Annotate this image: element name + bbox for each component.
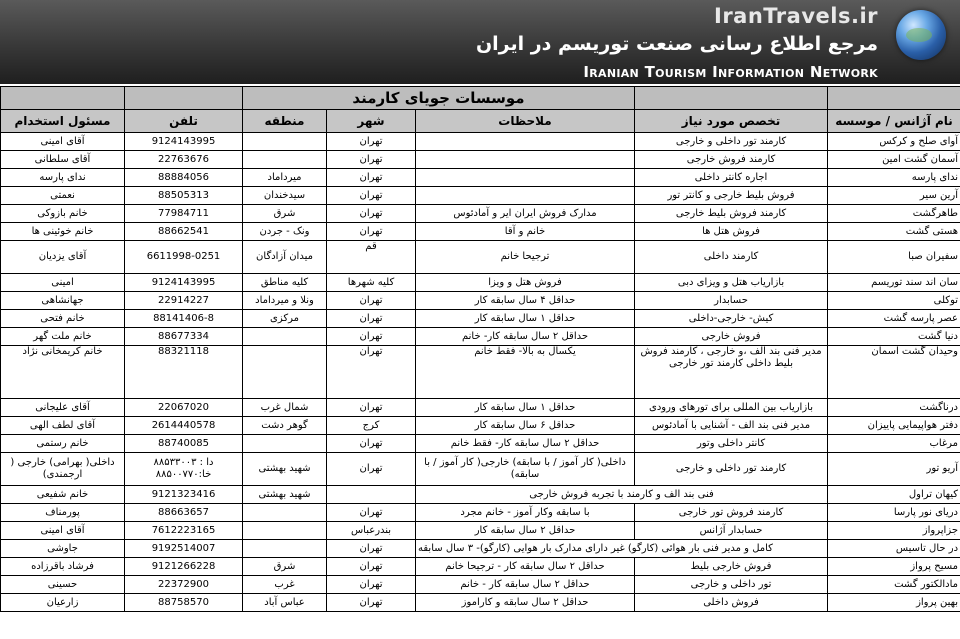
table-row [1, 328, 960, 346]
table-row [1, 223, 960, 241]
cell-resp: خانم رستمی [1, 435, 125, 453]
cell-city: کرج [327, 417, 416, 435]
cell-agency: توکلی [828, 292, 960, 310]
table-row [1, 292, 960, 310]
col-city: شهر [327, 110, 416, 133]
cell-phone: 88662541 [125, 223, 243, 241]
cell-agency: کیهان تراول [828, 486, 960, 504]
cell-phone: 22763676 [125, 151, 243, 169]
cell-phone: 88740085 [125, 435, 243, 453]
cell-resp: جهانشاهی [1, 292, 125, 310]
table-row [1, 558, 960, 576]
cell-city: تهران [327, 504, 416, 522]
cell-region: مرکزی [243, 310, 327, 328]
cell-region: شرق [243, 558, 327, 576]
cell-notes: خانم و آقا [416, 223, 635, 241]
cell-resp: پورمناف [1, 504, 125, 522]
table-title-row [1, 87, 960, 110]
site-name[interactable]: IranTravels.ir [714, 4, 878, 28]
cell-notes [416, 151, 635, 169]
table-row [1, 453, 960, 486]
col-region: منطقه [243, 110, 327, 133]
table-row [1, 241, 960, 274]
cell-resp: حسینی [1, 576, 125, 594]
cell-agency: طاهرگشت [828, 205, 960, 223]
cell-phone: 88505313 [125, 187, 243, 205]
cell-city: تهران [327, 594, 416, 612]
cell-agency: دفتر هواپیمایی پاییزان [828, 417, 960, 435]
col-spec: تخصص مورد نیاز [635, 110, 828, 133]
cell-city: تهران [327, 310, 416, 328]
cell-region: شرق [243, 205, 327, 223]
cell-region: گوهر دشت [243, 417, 327, 435]
cell-phone: 88758570 [125, 594, 243, 612]
cell-resp: امینی [1, 274, 125, 292]
cell-region [243, 435, 327, 453]
cell-spec: کانتر داخلی وتور [635, 435, 828, 453]
cell-agency: بهین پرواز [828, 594, 960, 612]
table-row [1, 540, 960, 558]
cell-spec: فنی بند الف و کارمند با تجربه فروش خارجی [416, 486, 828, 504]
cell-city: تهران [327, 328, 416, 346]
cell-region: شمال غرب [243, 399, 327, 417]
table-row [1, 187, 960, 205]
cell-resp: آقای علیجانی [1, 399, 125, 417]
cell-region [243, 522, 327, 540]
cell-agency: درناگشت [828, 399, 960, 417]
cell-notes: ترجیحا خانم [416, 241, 635, 274]
cell-region [243, 346, 327, 399]
cell-spec: اجاره کانتر داخلی [635, 169, 828, 187]
cell-phone: 88884056 [125, 169, 243, 187]
cell-notes: داخلی( کار آموز / با سابقه) خارجی( کار آموز / با سابقه) [416, 453, 635, 486]
cell-region [243, 133, 327, 151]
cell-agency: ندای پارسه [828, 169, 960, 187]
cell-notes: حداقل ۲ سال سابقه کار - ترجیحا خانم [416, 558, 635, 576]
cell-city: تهران [327, 133, 416, 151]
col-resp: مسئول استخدام [1, 110, 125, 133]
cell-region [243, 540, 327, 558]
cell-city [327, 486, 416, 504]
cell-resp: آقای سلطانی [1, 151, 125, 169]
cell-region [243, 328, 327, 346]
table-row [1, 417, 960, 435]
cell-agency: هستی گشت [828, 223, 960, 241]
site-persian-title: مرجع اطلاع رسانی صنعت توریسم در ایران [475, 33, 878, 55]
cell-notes: فروش هتل و ویزا [416, 274, 635, 292]
cell-city: تهران [327, 169, 416, 187]
cell-phone: 88321118 [125, 346, 243, 399]
cell-phone: 77984711 [125, 205, 243, 223]
cell-spec: حسابدار آژانس [635, 522, 828, 540]
cell-spec: مدیر فنی بند الف - آشنایی با آمادئوس [635, 417, 828, 435]
cell-spec: کیش- خارجی-داخلی [635, 310, 828, 328]
cell-resp: جاوشی [1, 540, 125, 558]
table-row [1, 486, 960, 504]
table-body [1, 133, 960, 612]
cell-resp: نعمتی [1, 187, 125, 205]
cell-region [243, 151, 327, 169]
cell-notes [416, 133, 635, 151]
cell-phone: 88141406-8 [125, 310, 243, 328]
cell-phone: 22914227 [125, 292, 243, 310]
cell-spec: فروش بلیط خارجی و کانتر تور [635, 187, 828, 205]
cell-resp: خانم خوئینی ها [1, 223, 125, 241]
cell-phone: 88663657 [125, 504, 243, 522]
table-row [1, 346, 960, 399]
cell-city: تهران [327, 558, 416, 576]
cell-agency: سان اند سند توریسم [828, 274, 960, 292]
cell-notes [416, 187, 635, 205]
cell-resp: فرشاد باقرزاده [1, 558, 125, 576]
cell-agency: مادالکتور گشت [828, 576, 960, 594]
cell-phone: 9121323416 [125, 486, 243, 504]
table-row [1, 169, 960, 187]
cell-notes: حداقل ۲ سال سابقه کار - خانم [416, 576, 635, 594]
cell-spec: کارمند فروش خارجی [635, 151, 828, 169]
cell-agency: عصر پارسه گشت [828, 310, 960, 328]
cell-notes: حداقل ۲ سال سابقه کار [416, 522, 635, 540]
cell-spec: حسابدار [635, 292, 828, 310]
table-row [1, 274, 960, 292]
cell-agency: سفیران صبا [828, 241, 960, 274]
cell-region: عباس آباد [243, 594, 327, 612]
col-agency: نام آژانس / موسسه [828, 110, 960, 133]
cell-spec: فروش خارجی [635, 328, 828, 346]
cell-agency: آریو تور [828, 453, 960, 486]
cell-region: شهید بهشتی [243, 453, 327, 486]
cell-agency: آسمان گشت امین [828, 151, 960, 169]
col-phone: تلفن [125, 110, 243, 133]
cell-phone: 22372900 [125, 576, 243, 594]
cell-notes: با سابقه وکار آموز - خانم مجرد [416, 504, 635, 522]
table-row [1, 504, 960, 522]
table-row [1, 205, 960, 223]
cell-phone: 9192514007 [125, 540, 243, 558]
cell-city: تهران [327, 151, 416, 169]
cell-notes: حداقل ۲ سال سابقه کار- خانم [416, 328, 635, 346]
cell-city: بندرعباس [327, 522, 416, 540]
cell-notes: مدارک فروش ایران ایر و آمادئوس [416, 205, 635, 223]
cell-resp: خانم بازوکی [1, 205, 125, 223]
cell-phone: 2614440578 [125, 417, 243, 435]
cell-resp: ندای پارسه [1, 169, 125, 187]
cell-city: تهران [327, 292, 416, 310]
globe-icon [896, 10, 946, 60]
table-row [1, 310, 960, 328]
table-row [1, 133, 960, 151]
cell-spec: کارمند فروش بلیط خارجی [635, 205, 828, 223]
cell-city: تهران [327, 399, 416, 417]
cell-resp: خانم فتحی [1, 310, 125, 328]
cell-spec: کارمند داخلی [635, 241, 828, 274]
cell-notes: یکسال به بالا- فقط خانم [416, 346, 635, 399]
cell-city: تهران [327, 576, 416, 594]
cell-spec: مدیر فنی بند الف ،و خارجی ، کارمند فروش بلیط داخلی کارمند تور خارجی [635, 346, 828, 399]
cell-region: غرب [243, 576, 327, 594]
cell-spec: فروش هتل ها [635, 223, 828, 241]
table-row [1, 594, 960, 612]
cell-region: میدان آزادگان [243, 241, 327, 274]
cell-spec: بازاریاب هتل و ویزای دبی [635, 274, 828, 292]
site-header [0, 0, 960, 84]
cell-agency: دریای نور پارسا [828, 504, 960, 522]
cell-resp: آقای یزدیان [1, 241, 125, 274]
cell-phone: 9121266228 [125, 558, 243, 576]
cell-agency: آرین سیر [828, 187, 960, 205]
cell-spec: فروش داخلی [635, 594, 828, 612]
table-row [1, 151, 960, 169]
cell-notes [416, 169, 635, 187]
col-notes: ملاحظات [416, 110, 635, 133]
table-row [1, 522, 960, 540]
cell-region: میرداماد [243, 169, 327, 187]
cell-region: ونک - جردن [243, 223, 327, 241]
cell-notes: حداقل ۲ سال سابقه و کاراموز [416, 594, 635, 612]
cell-agency: دنیا گشت [828, 328, 960, 346]
cell-phone: 9124143995 [125, 274, 243, 292]
cell-agency: جزاپرواز [828, 522, 960, 540]
cell-region: ونلا و میرداماد [243, 292, 327, 310]
cell-city: تهران [327, 205, 416, 223]
cell-notes: حداقل ۴ سال سابقه کار [416, 292, 635, 310]
cell-spec: کارمند فروش تور خارجی [635, 504, 828, 522]
table-header-row [1, 110, 960, 133]
cell-region: کلیه مناطق [243, 274, 327, 292]
cell-spec: بازاریاب بین المللی برای تورهای ورودی [635, 399, 828, 417]
cell-phone: 9124143995 [125, 133, 243, 151]
cell-city: تهران [327, 187, 416, 205]
cell-region [243, 504, 327, 522]
cell-agency: آوای صلح و کرکس [828, 133, 960, 151]
cell-phone: 22067020 [125, 399, 243, 417]
cell-phone: 7612223165 [125, 522, 243, 540]
table-row [1, 399, 960, 417]
cell-city: کلیه شهرها [327, 274, 416, 292]
cell-city: تهران [327, 435, 416, 453]
cell-agency: مسیح پرواز [828, 558, 960, 576]
cell-phone: دا : ۸۸۵۳۳۰۰۳ خا:۸۸۵۰۰۷۷۰ [125, 453, 243, 486]
cell-resp: آقای امینی [1, 133, 125, 151]
cell-agency: در حال تاسیس [828, 540, 960, 558]
cell-city: تهران [327, 453, 416, 486]
cell-agency: وحیدان گشت آسمان [828, 346, 960, 399]
cell-agency: مرغاب [828, 435, 960, 453]
cell-spec: تور داخلی و خارجی [635, 576, 828, 594]
cell-city: تهران [327, 346, 416, 399]
cell-city: تهران [327, 223, 416, 241]
cell-notes: حداقل ۶ سال سابقه کار [416, 417, 635, 435]
cell-notes: کامل و مدیر فنی بار هوائی (کارگو) غیر دارای مدارک بار هوایی (کارگو)- ۳ سال سابقه [416, 540, 828, 558]
cell-notes: حداقل ۱ سال سابقه کار [416, 310, 635, 328]
table-title: موسسات جویای کارمند [243, 87, 635, 110]
cell-resp: آقای لطف الهی [1, 417, 125, 435]
table-row [1, 576, 960, 594]
cell-notes: حداقل ۱ سال سابقه کار [416, 399, 635, 417]
site-english-title: Iranian Tourism Information Network [583, 63, 878, 81]
cell-notes: حداقل ۲ سال سابقه کار- فقط خانم [416, 435, 635, 453]
cell-spec: کارمند تور داخلی و خارجی [635, 133, 828, 151]
cell-region: سیدخندان [243, 187, 327, 205]
cell-city: قم [327, 241, 416, 274]
cell-phone: 88677334 [125, 328, 243, 346]
cell-resp: خانم شفیعی [1, 486, 125, 504]
cell-resp: خانم کریمخانی نژاد [1, 346, 125, 399]
table-row [1, 435, 960, 453]
cell-phone: 6611998-0251 [125, 241, 243, 274]
cell-spec: کارمند تور داخلی و خارجی [635, 453, 828, 486]
cell-spec: فروش خارجی بلیط [635, 558, 828, 576]
cell-region: شهید بهشتی [243, 486, 327, 504]
cell-city: تهران [327, 540, 416, 558]
cell-resp: آقای امینی [1, 522, 125, 540]
cell-resp: زارعیان [1, 594, 125, 612]
cell-resp: داخلی( بهرامی) خارجی ( ارجمندی) [1, 453, 125, 486]
cell-resp: خانم ملت گهر [1, 328, 125, 346]
job-listings-table [0, 86, 960, 612]
